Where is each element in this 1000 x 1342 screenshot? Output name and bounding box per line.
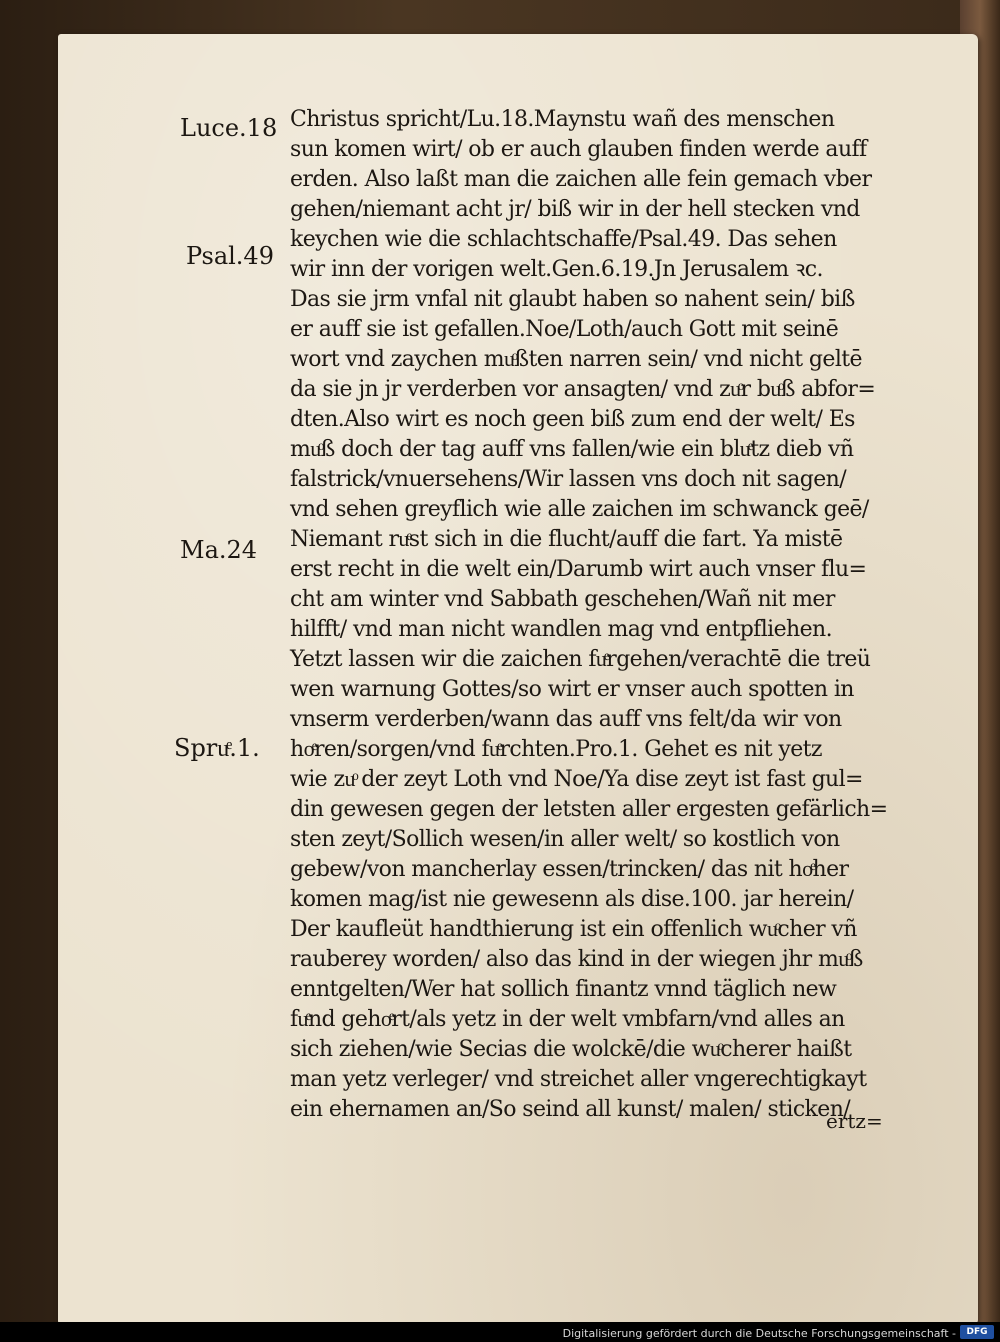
text-line: hilfft/ vnd man nicht wandlen mag vnd entpfliehen. (290, 617, 832, 642)
footer-bar (0, 1322, 1000, 1342)
text-line: sun komen wirt/ ob er auch glauben finden werde auff (290, 137, 867, 162)
text-line: er auff sie ist gefallen.Noe/Loth/auch Gott mit seinē (290, 317, 839, 342)
text-line: keychen wie die schlachtschaffe/Psal.49. Das sehen (290, 227, 837, 252)
margin-note-proverbs: Spruͤ.1. (174, 734, 260, 762)
text-line: vnd sehen greyflich wie alle zaichen im schwanck geē/ (290, 497, 869, 522)
margin-note-luce: Luce.18 (180, 114, 278, 142)
dfg-logo: DFG (960, 1325, 994, 1339)
catchword: ertz= (826, 1109, 883, 1133)
text-line: Yetzt lassen wir die zaichen fuͤrgehen/verachtē die treü (290, 647, 871, 672)
text-line: rauberey worden/ also das kind in der wiegen jhr muͦß (290, 947, 863, 972)
margin-note-matthew: Ma.24 (180, 536, 258, 564)
text-line: gehen/niemant acht jr/ biß wir in der hell stecken vnd (290, 197, 860, 222)
text-line: erst recht in die welt ein/Darumb wirt auch vnser flu= (290, 557, 867, 582)
text-line: komen mag/ist nie gewesenn als dise.100. jar herein/ (290, 887, 854, 912)
text-line: wort vnd zaychen muͦßten narren sein/ vnd nicht geltē (290, 347, 862, 372)
text-line: wir inn der vorigen welt.Gen.6.19.Jn Jerusalem ꝛc. (290, 257, 823, 282)
margin-note-psal: Psal.49 (186, 242, 274, 270)
text-line: da sie jn jr verderben vor ansagten/ vnd zuͦr buͦß abfor= (290, 377, 876, 402)
text-line: fuͤnd gehoͤrt/als yetz in der welt vmbfarn/vnd alles an (290, 1007, 845, 1032)
text-line: muͦß doch der tag auff vns fallen/wie ein bluͤtz dieb vñ (290, 437, 854, 462)
text-line: vnserm verderben/wann das auff vns felt/da wir von (290, 707, 842, 732)
text-line: man yetz verleger/ vnd streichet aller vngerechtigkayt (290, 1067, 867, 1092)
text-line: gebew/von mancherlay essen/trincken/ das nit hoͤher (290, 857, 849, 882)
text-line: cht am winter vnd Sabbath geschehen/Wañ nit mer (290, 587, 835, 612)
text-line: sten zeyt/Sollich wesen/in aller welt/ so kostlich von (290, 827, 840, 852)
text-line: Das sie jrm vnfal nit glaubt haben so nahent sein/ biß (290, 287, 855, 312)
funding-credit: Digitalisierung gefördert durch die Deutsche Forschungsgemeinschaft - (562, 1327, 956, 1340)
text-line: enntgelten/Wer hat sollich finantz vnnd täglich new (290, 977, 837, 1002)
text-line: sich ziehen/wie Secias die wolckē/die wuͦcherer haißt (290, 1037, 852, 1062)
text-line: wen warnung Gottes/so wirt er vnser auch spotten in (290, 677, 854, 702)
text-line: erden. Also laßt man die zaichen alle fein gemach vber (290, 167, 872, 192)
text-line: din gewesen gegen der letsten aller ergesten gefärlich= (290, 797, 888, 822)
body-text (290, 105, 930, 1125)
text-line: Der kaufleüt handthierung ist ein offenlich wuͦcher vñ (290, 917, 857, 942)
text-line: wie zuͦ der zeyt Loth vnd Noe/Ya dise zeyt ist fast gul= (290, 767, 863, 792)
text-line: ein ehernamen an/So seind all kunst/ malen/ sticken/ (290, 1097, 851, 1122)
text-line: dten.Also wirt es noch geen biß zum end der welt/ Es (290, 407, 855, 432)
text-line: hoͤren/sorgen/vnd fuͤrchten.Pro.1. Gehet es nit yetz (290, 737, 822, 762)
text-line: Christus spricht/Lu.18.Maynstu wañ des menschen (290, 107, 835, 132)
text-line: falstrick/vnuersehens/Wir lassen vns doch nit sagen/ (290, 467, 847, 492)
text-line: Niemant ruͤst sich in die flucht/auff die fart. Ya mistē (290, 527, 843, 552)
